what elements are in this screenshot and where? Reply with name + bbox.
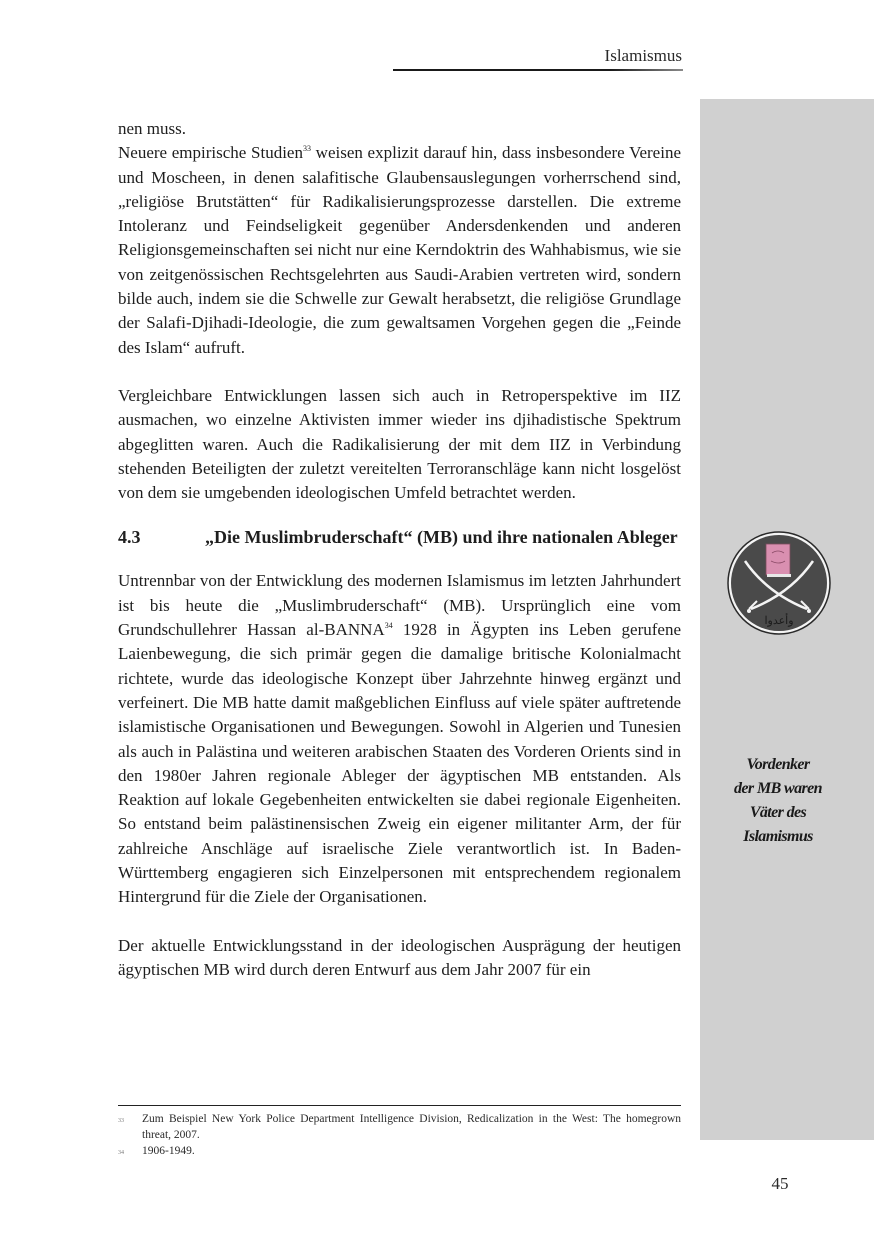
paragraph-iiz: Vergleichbare Entwicklungen lassen sich auch in Retroperspektive im IIZ ausmachen, wo einzelne Aktivisten immer wieder ins djihadistische Spektrum abgeglitten waren. Auch die Radikalisierung der mit dem IIZ in Verbindung stehenden Beteiligten der zuletzt vereitelten Terroranschläge kann nicht losgelöst von dem sie umgebenden ideologischen Umfeld betrachtet werden.: [118, 385, 681, 503]
margin-note-line: Vordenker: [746, 756, 810, 773]
running-title: Islamismus: [604, 46, 682, 65]
margin-note: [712, 753, 844, 849]
main-text: [118, 117, 681, 982]
section-number: 4.3: [118, 527, 141, 548]
section-heading: [118, 525, 681, 549]
footnote-mark: 34: [118, 1150, 124, 1156]
section-title: „Die Muslimbruderschaft“ (MB) und ihre nationalen Ableger: [205, 527, 678, 548]
page-number: 45: [771, 1174, 789, 1193]
footnote-mark: 33: [118, 1118, 124, 1124]
emblem-arabic-text: وأعدوا: [764, 615, 794, 627]
paragraph-entwicklungsstand: Der aktuelle Entwicklungsstand in der ideologischen Ausprägung der heutigen ägyptischen MB wird durch deren Entwurf aus dem Jahr 2007 für ein: [118, 935, 681, 979]
muslim-brotherhood-emblem-icon: [727, 531, 831, 635]
margin-note-line: Islamismus: [743, 828, 813, 845]
margin-note-line: der MB waren: [734, 780, 822, 797]
footnotes: [118, 1111, 681, 1161]
footnote-text: Zum Beispiel New York Police Department Intelligence Division, Redicalization in the West: The homegrown threat, 2007.: [142, 1113, 681, 1141]
paragraph-continuation: nen muss.: [118, 119, 186, 138]
footnote-34: [118, 1143, 681, 1161]
footnote-text: 1906-1949.: [142, 1145, 195, 1157]
header-rule: [393, 69, 683, 71]
margin-note-line: Väter des: [749, 804, 807, 821]
footnote-ref-34[interactable]: 34: [384, 621, 393, 631]
footnote-33: [118, 1111, 681, 1143]
footnote-ref-33[interactable]: 33: [302, 144, 311, 154]
paragraph-studies: Neuere empirische Studien$^{33}$ weisen explizit darauf hin, dass insbesondere Vereine und Moscheen, in denen salafitische Glaubensauslegungen vorherrschend sind, „religiöse Brutstätten“ für Radikalisierungsprozesse darstellen. Die extreme Intoleranz und Feindseligkeit gegenüber Andersdenkenden und anderen Religionsgemeinschaften sei nicht nur eine Kerndoktrin des Wahhabismus, wie sie von zeitgenössischen Rechtsgelehrten aus Saudi-Arabien vertreten wird, sondern bilde auch, indem sie die Schwelle zur Gewalt herabsetzt, die religiöse Grundlage der Salafi-Djihadi-Ideologie, die zum gewaltsamen Vorgehen gegen die „Feinde des Islam“ aufruft.: [118, 143, 681, 357]
paragraph-muslimbruderschaft: Untrennbar von der Entwicklung des modernen Islamismus im letzten Jahrhundert ist bis heute die „Muslimbruderschaft“ (MB). Ursprünglich eine vom Grundschullehrer Hassan al-BANNA$^{34}$ 1928 in Ägypten ins Leben gerufene Laienbewegung, die sich primär gegen die damalige britische Kolonialmacht richtete, wurde das ideologische Konzept über Jahrzehnte hinweg ergänzt und verfeinert. Die MB hatte damit maßgeblichen Einfluss auf viele später auftretende islamistische Organisationen und Bewegungen. Sowohl in Algerien und Tunesien als auch in Palästina und weiteren arabischen Staaten des Vorderen Orients sind in den 1980er Jahren regionale Ableger der ägyptischen MB entstanden. Als Reaktion auf lokale Gegebenheiten entwickelten sie dabei regionale Eigenheiten. So entstand beim palästinensischen Zweig ein eigener militanter Arm, der für zahlreiche Anschläge auf israelische Ziele verantwortlich ist. In Baden-Württemberg engagieren sich Einzelpersonen mit entsprechendem regionalem Hintergrund für die Ziele der Organisationen.: [118, 571, 681, 907]
footnote-rule: [118, 1105, 681, 1106]
